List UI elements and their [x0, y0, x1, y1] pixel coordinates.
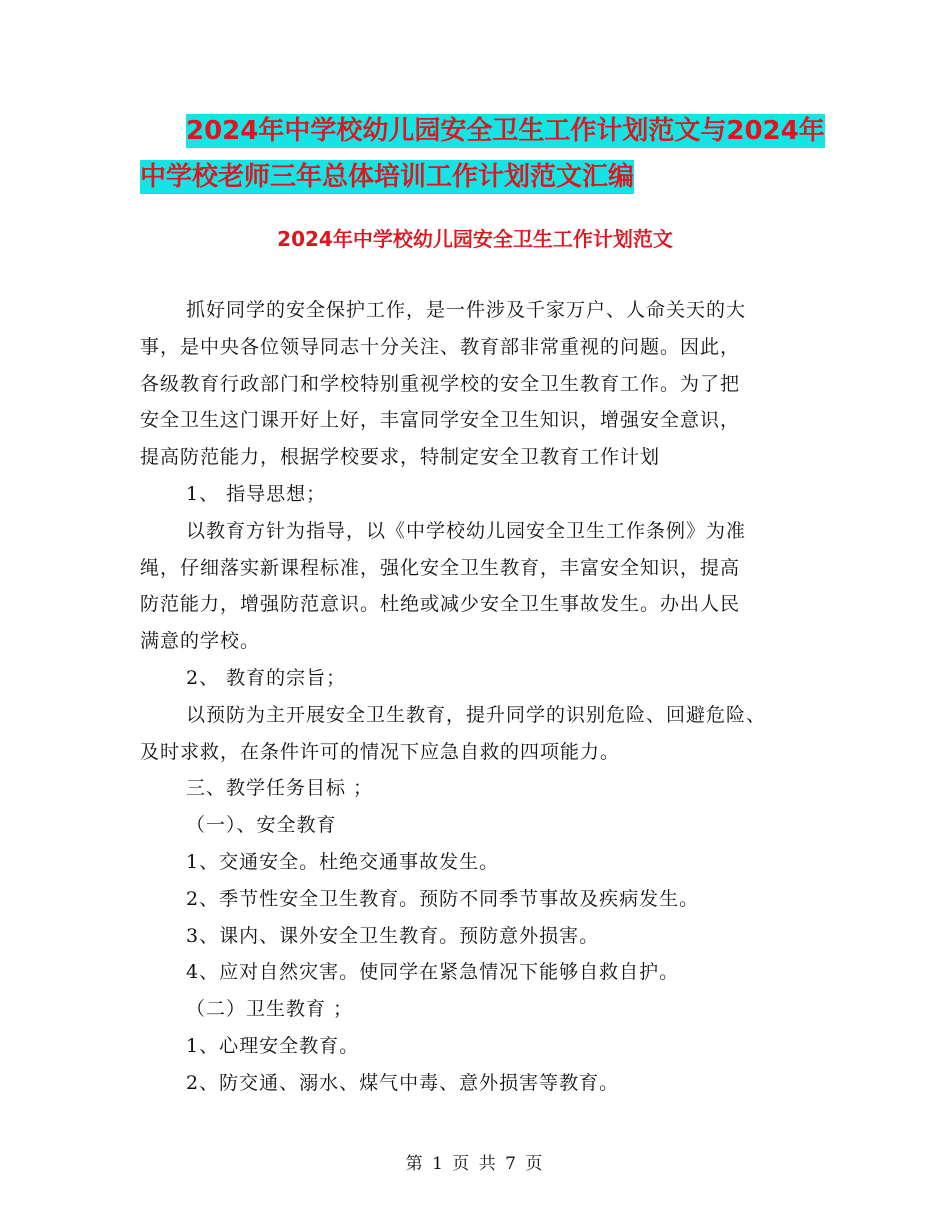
paragraph-line: 以教育方针为指导，以《中学校幼儿园安全卫生工作条例》为准: [186, 519, 747, 542]
title-line-1: 2024年中学校幼儿园安全卫生工作计划范文与2024年: [186, 116, 825, 146]
list-item: 1、交通安全。杜绝交通事故发生。: [186, 850, 500, 873]
paragraph-line: 及时求救，在条件许可的情况下应急自救的四项能力。: [140, 740, 621, 763]
heading-teaching-goals: 三、教学任务目标 ；: [186, 777, 374, 800]
paragraph-line: 绳，仔细落实新课程标准，强化安全卫生教育，丰富安全知识，提高: [140, 556, 741, 579]
paragraph-line: 抓好同学的安全保护工作，是一件涉及千家万户、人命关天的大: [186, 299, 747, 321]
document-title: [140, 108, 830, 200]
list-item: 2、防交通、溺水、煤气中毒、意外损害等教育。: [186, 1071, 620, 1094]
title-line-2: 中学校老师三年总体培训工作计划范文汇编: [140, 162, 635, 192]
page-number-footer: 第 1 页 共 7 页: [405, 1154, 545, 1174]
paragraph-line: 事，是中央各位领导同志十分关注、教育部非常重视的问题。因此，: [140, 335, 741, 358]
paragraph-line: 安全卫生这门课开好上好，丰富同学安全卫生知识，增强安全意识，: [140, 409, 741, 432]
paragraph-line: 满意的学校。: [140, 630, 261, 653]
subheading-hygiene-education: （二）卫生教育 ；: [186, 998, 354, 1021]
section-title: 2024年中学校幼儿园安全卫生工作计划范文: [277, 227, 673, 251]
list-item: 4、应对自然灾害。使同学在紧急情况下能够自救自护。: [186, 961, 680, 984]
paragraph-line: 以预防为主开展安全卫生教育，提升同学的识别危险、回避危险、: [186, 703, 767, 726]
list-item: 2、季节性安全卫生教育。预防不同季节事故及疾病发生。: [186, 887, 700, 910]
paragraph-line: 各级教育行政部门和学校特别重视学校的安全卫生教育工作。为了把: [140, 372, 741, 395]
list-item: 1、心理安全教育。: [186, 1034, 360, 1057]
heading-guiding-thought: 1、 指导思想；: [186, 482, 327, 505]
paragraph-line: 防范能力，增强防范意识。杜绝或减少安全卫生事故发生。办出人民: [140, 593, 741, 616]
heading-purpose: 2、 教育的宗旨；: [186, 666, 347, 689]
subheading-safety-education: （一）、安全教育: [186, 814, 337, 837]
paragraph-line: 提高防范能力，根据学校要求，特制定安全卫教育工作计划: [140, 446, 661, 469]
list-item: 3、课内、课外安全卫生教育。预防意外损害。: [186, 924, 600, 947]
document-body: [140, 292, 810, 1102]
